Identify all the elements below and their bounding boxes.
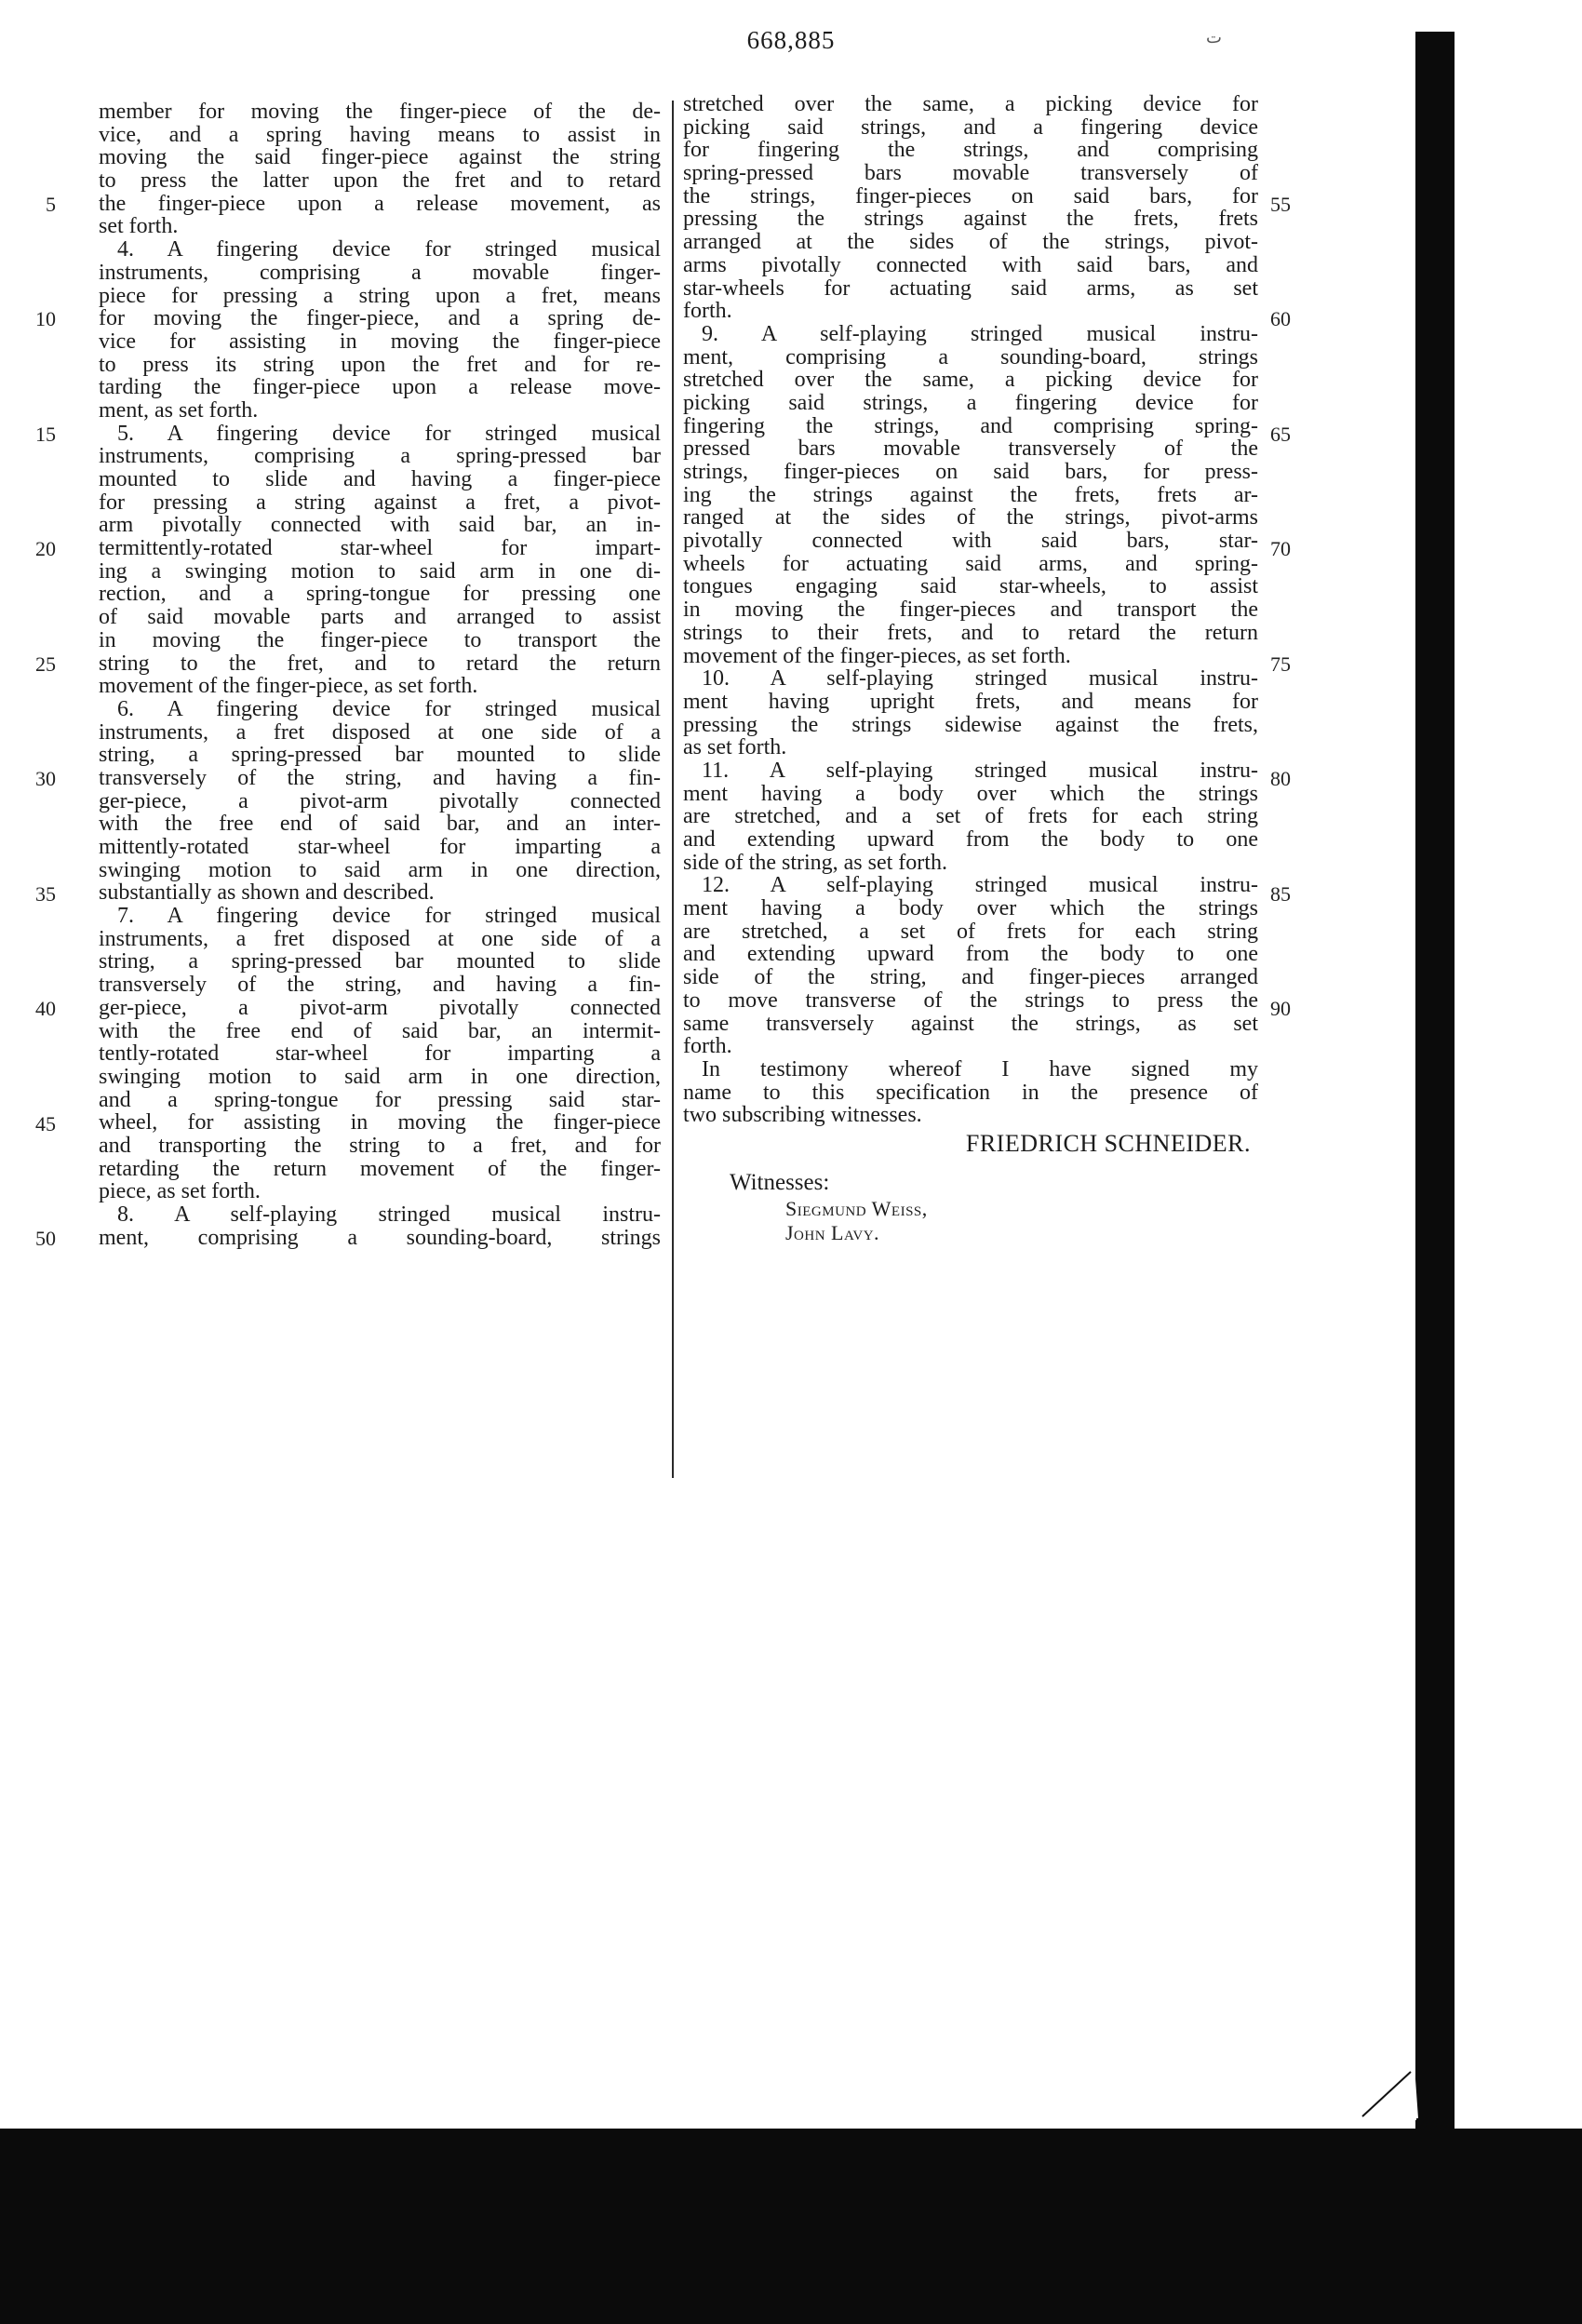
text-line: stretched over the same, a picking device for <box>683 92 1258 116</box>
text-line: arm pivotally connected with said bar, an in- <box>99 513 661 538</box>
text-line: in moving the finger-pieces and transport the <box>683 598 1258 623</box>
text-line: 4. A fingering device for stringed musical <box>117 237 661 262</box>
text-line: ment, comprising a sounding-board, strings <box>99 1225 661 1250</box>
margin-line-number: 15 <box>35 422 56 446</box>
text-line: set forth. <box>99 214 179 239</box>
margin-line-number: 80 <box>1270 767 1291 791</box>
text-line: moving the said finger-piece against the string <box>99 145 661 170</box>
margin-line-number: 70 <box>1270 537 1291 561</box>
text-line: movement of the finger-piece, as set forth. <box>99 674 478 699</box>
text-line: 7. A fingering device for stringed musical <box>117 904 661 929</box>
text-line: with the free end of said bar, an intermit- <box>99 1018 661 1043</box>
margin-line-number: 25 <box>35 652 56 676</box>
text-line: movement of the finger-pieces, as set forth. <box>683 643 1071 668</box>
text-line: stretched over the same, a picking device for <box>683 368 1258 393</box>
text-line: instruments, a fret disposed at one side of a <box>99 719 661 745</box>
text-line: to press its string upon the fret and for re- <box>99 352 661 377</box>
text-line: tongues engaging said star-wheels, to assist <box>683 574 1258 599</box>
text-line: vice, and a spring having means to assist in <box>99 122 661 147</box>
text-line: 11. A self-playing stringed musical instru- <box>702 758 1258 783</box>
margin-line-number: 10 <box>35 307 56 331</box>
text-line: pressed bars movable transversely of the <box>683 437 1258 462</box>
margin-line-number: 55 <box>1270 192 1291 216</box>
text-line: tently-rotated star-wheel for imparting a <box>99 1041 661 1067</box>
text-line: arranged at the sides of the strings, pivot- <box>683 230 1258 255</box>
text-line: rection, and a spring-tongue for pressing one <box>99 582 661 607</box>
text-line: with the free end of said bar, and an inter- <box>99 812 661 837</box>
text-line: to move transverse of the strings to press the <box>683 987 1258 1013</box>
text-line: piece for pressing a string upon a fret, means <box>99 283 661 308</box>
text-line: In testimony whereof I have signed my <box>702 1056 1258 1081</box>
text-line: and extending upward from the body to one <box>683 827 1258 852</box>
text-line: ment having upright frets, and means for <box>683 689 1258 714</box>
text-line: for fingering the strings, and comprising <box>683 138 1258 163</box>
text-line: and transporting the string to a fret, and for <box>99 1133 661 1158</box>
scan-edge-bottom <box>0 2129 1582 2324</box>
margin-line-number: 60 <box>1270 307 1291 331</box>
text-line: wheel, for assisting in moving the finger-piece <box>99 1110 661 1135</box>
text-line: ing the strings against the frets, frets ar- <box>683 482 1258 507</box>
text-line: two subscribing witnesses. <box>683 1103 922 1128</box>
text-line: mittently-rotated star-wheel for imparting a <box>99 835 661 859</box>
text-line: for moving the finger-piece, and a spring de- <box>99 306 661 331</box>
margin-line-number: 90 <box>1270 997 1291 1021</box>
text-line: spring-pressed bars movable transversely of <box>683 161 1258 186</box>
text-line: side of the string, as set forth. <box>683 850 947 875</box>
margin-line-number: 40 <box>35 997 56 1021</box>
text-line: retarding the return movement of the finger- <box>99 1156 661 1181</box>
text-line: strings to their frets, and to retard the return <box>683 620 1258 645</box>
text-line: 12. A self-playing stringed musical instru- <box>702 873 1258 898</box>
margin-line-number: 65 <box>1270 422 1291 446</box>
margin-line-number: 35 <box>35 881 56 906</box>
margin-line-number: 30 <box>35 767 56 791</box>
text-line: transversely of the string, and having a fin- <box>99 973 661 998</box>
text-line: ment having a body over which the strings <box>683 896 1258 921</box>
text-line: string, a spring-pressed bar mounted to slide <box>99 743 661 768</box>
margin-line-number: 20 <box>35 537 56 561</box>
text-line: pressing the strings sidewise against the frets, <box>683 712 1258 737</box>
margin-line-number: 75 <box>1270 652 1291 676</box>
scan-edge-right <box>1415 32 1455 2324</box>
text-line: instruments, a fret disposed at one side of a <box>99 926 661 951</box>
text-line: instruments, comprising a movable finger- <box>99 260 661 285</box>
text-line: John Lavy. <box>785 1220 880 1244</box>
text-line: vice for assisting in moving the finger-piece <box>99 329 661 354</box>
text-line: Witnesses: <box>730 1169 830 1195</box>
text-line: piece, as set forth. <box>99 1179 261 1204</box>
text-line: FRIEDRICH SCHNEIDER. <box>965 1129 1251 1157</box>
text-line: same transversely against the strings, as set <box>683 1011 1258 1036</box>
text-line: 8. A self-playing stringed musical instru- <box>117 1202 661 1227</box>
page-number: 668,885 <box>746 26 836 54</box>
text-line: ger-piece, a pivot-arm pivotally connected <box>99 788 661 813</box>
corner-mark: ت <box>1206 28 1222 47</box>
text-line: ger-piece, a pivot-arm pivotally connected <box>99 995 661 1020</box>
margin-line-number: 50 <box>35 1227 56 1251</box>
text-line: side of the string, and finger-pieces arranged <box>683 965 1258 990</box>
text-line: are stretched, and a set of frets for each string <box>683 804 1258 829</box>
text-line: are stretched, a set of frets for each string <box>683 919 1258 944</box>
text-line: for pressing a string against a fret, a pivot- <box>99 490 661 515</box>
text-line: mounted to slide and having a finger-piece <box>99 467 661 491</box>
column-divider <box>672 101 674 1478</box>
text-line: the finger-piece upon a release movement, as <box>99 191 661 216</box>
text-line: 9. A self-playing stringed musical instru- <box>702 321 1258 346</box>
text-line: and extending upward from the body to one <box>683 942 1258 967</box>
text-line: substantially as shown and described. <box>99 880 435 906</box>
margin-line-number: 85 <box>1270 881 1291 906</box>
page-corner-fold-mark <box>1355 2029 1420 2122</box>
text-line: wheels for actuating said arms, and spring- <box>683 551 1258 576</box>
text-line: swinging motion to said arm in one direction, <box>99 1064 661 1089</box>
text-line: 5. A fingering device for stringed musical <box>117 421 661 446</box>
text-line: transversely of the string, and having a fin- <box>99 765 661 790</box>
text-line: ing a swinging motion to said arm in one di- <box>99 558 661 584</box>
text-line: to press the latter upon the fret and to retard <box>99 168 661 194</box>
text-line: swinging motion to said arm in one direction, <box>99 857 661 882</box>
text-line: ranged at the sides of the strings, pivot-arms <box>683 505 1258 531</box>
text-line: forth. <box>683 1034 732 1059</box>
left-column <box>99 101 661 1249</box>
text-line: star-wheels for actuating said arms, as set <box>683 275 1258 301</box>
text-line: in moving the finger-piece to transport the <box>99 627 661 652</box>
margin-line-number: 5 <box>46 192 56 216</box>
text-line: string to the fret, and to retard the return <box>99 651 661 676</box>
text-line: name to this specification in the presence of <box>683 1080 1258 1105</box>
text-line: the strings, finger-pieces on said bars, for <box>683 183 1258 208</box>
text-line: termittently-rotated star-wheel for impart- <box>99 536 661 561</box>
text-line: as set forth. <box>683 735 787 760</box>
text-line: 6. A fingering device for stringed musical <box>117 696 661 721</box>
text-line: picking said strings, and a fingering device <box>683 114 1258 140</box>
text-line: Siegmund Weiss, <box>785 1196 928 1220</box>
text-line: instruments, comprising a spring-pressed bar <box>99 444 661 469</box>
margin-line-number: 45 <box>35 1111 56 1135</box>
text-line: strings, finger-pieces on said bars, for press- <box>683 460 1258 484</box>
text-line: and a spring-tongue for pressing said star- <box>99 1087 661 1112</box>
text-line: fingering the strings, and comprising spring- <box>683 413 1258 438</box>
text-line: pressing the strings against the frets, frets <box>683 207 1258 232</box>
text-line: member for moving the finger-piece of the de- <box>99 100 661 124</box>
text-line: forth. <box>683 299 732 324</box>
text-line: 10. A self-playing stringed musical instru- <box>702 666 1258 692</box>
text-line: string, a spring-pressed bar mounted to slide <box>99 949 661 974</box>
text-line: tarding the finger-piece upon a release move- <box>99 375 661 400</box>
text-line: ment, as set forth. <box>99 397 259 423</box>
text-line: arms pivotally connected with said bars, and <box>683 252 1258 277</box>
text-line: pivotally connected with said bars, star- <box>683 529 1258 554</box>
text-line: ment, comprising a sounding-board, strings <box>683 344 1258 369</box>
text-line: ment having a body over which the strings <box>683 781 1258 806</box>
text-line: of said movable parts and arranged to assist <box>99 605 661 630</box>
right-column <box>683 93 1258 1245</box>
text-line: picking said strings, a fingering device for <box>683 390 1258 415</box>
